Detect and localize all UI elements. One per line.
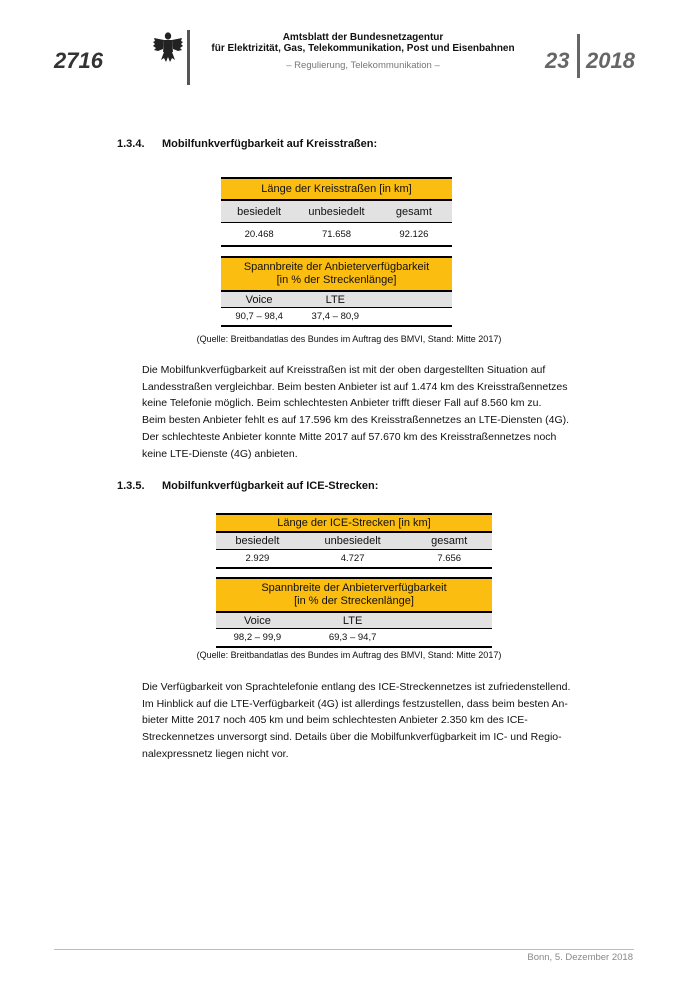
paragraph-line: Die Verfügbarkeit von Sprachtelefonie entlang des ICE-Streckennetzes ist zufriedenstellend. [142, 681, 571, 693]
table-cell: 71.658 [297, 223, 376, 247]
table-cell: 4.727 [299, 550, 407, 569]
table-title: Länge der ICE-Strecken [in km] [216, 514, 492, 532]
column-header: unbesiedelt [297, 200, 376, 223]
table-cell: 98,2 – 99,9 [216, 629, 299, 648]
table-title-line: Spannbreite der Anbieterverfügbarkeit [243, 261, 430, 273]
issue-number: 23 [545, 48, 570, 73]
footer-place-date: Bonn, 5. Dezember 2018 [527, 952, 633, 963]
availability-table-kreisstrassen [221, 256, 452, 327]
empty-cell [406, 629, 492, 648]
header-title-line1: Amtsblatt der Bundesnetzagentur [282, 32, 444, 43]
column-header: LTE [299, 612, 407, 629]
paragraph-line: keine Telefonie möglich. Beim schlechtesten Anbieter trifft dieser Fall auf 8.560 km zu. [142, 397, 542, 410]
column-header: besiedelt [221, 200, 297, 223]
paragraph-line: Im Hinblick auf die LTE-Verfügbarkeit (4G) ist allerdings festzustellen, dass beim besten An- [142, 697, 568, 710]
page-number: 2716 [54, 48, 103, 73]
federal-eagle-icon [152, 30, 184, 64]
paragraph-line: Beim besten Anbieter fehlt es auf 17.596 km des Kreisstraßennetzes an LTE-Diensten (4G). [142, 414, 570, 427]
table-cell: 7.656 [406, 550, 492, 569]
length-table-kreisstrassen [221, 177, 452, 247]
section-number: 1.3.4. [117, 138, 145, 150]
paragraph-line: Streckennetzes unversorgt sind. Details über die Mobilfunkverfügbarkeit im IC- und Regio- [142, 731, 562, 744]
section-title: Mobilfunkverfügbarkeit auf Kreisstraßen: [162, 138, 378, 150]
table-cell: 20.468 [221, 223, 297, 247]
column-header: LTE [297, 291, 373, 308]
table-title [221, 257, 452, 291]
table-cell: 37,4 – 80,9 [297, 308, 373, 327]
section-number: 1.3.5. [117, 480, 145, 492]
paragraph-line: bieter Mitte 2017 noch 405 km und beim schlechtesten Anbieter 2.350 km des ICE- [142, 714, 528, 727]
table-cell: 2.929 [216, 550, 299, 569]
section-title: Mobilfunkverfügbarkeit auf ICE-Strecken: [162, 480, 379, 492]
paragraph-line: Der schlechteste Anbieter konnte Mitte 2017 auf 57.670 km des Kreisstraßennetzes noch [142, 430, 557, 443]
paragraph-line: keine LTE-Dienste (4G) anbieten. [142, 447, 298, 460]
header-subtitle: – Regulierung, Telekommunikation – [286, 60, 440, 71]
column-header: Voice [221, 291, 297, 308]
table-cell: 69,3 – 94,7 [299, 629, 407, 648]
column-header: Voice [216, 612, 299, 629]
table-cell: 90,7 – 98,4 [221, 308, 297, 327]
header-title-line2: für Elektrizität, Gas, Telekommunikation, Post und Eisenbahnen [211, 43, 515, 54]
availability-table-ice [216, 577, 492, 648]
issue-year: 2018 [586, 48, 635, 73]
table-title-line: [in % der Streckenlänge] [276, 274, 397, 286]
table-title-line: [in % der Streckenlänge] [294, 595, 414, 607]
table-title: Länge der Kreisstraßen [in km] [221, 178, 452, 200]
header-divider-left [187, 30, 190, 85]
header-divider-right [577, 34, 580, 78]
table-title [216, 578, 492, 612]
column-header: gesamt [376, 200, 452, 223]
table-cell: 92.126 [376, 223, 452, 247]
paragraph-line: nalexpressnetz liegen nicht vor. [142, 747, 289, 760]
footer-divider [54, 949, 634, 950]
source-note: (Quelle: Breitbandatlas des Bundes im Auftrag des BMVI, Stand: Mitte 2017) [196, 650, 502, 660]
column-header: gesamt [406, 532, 492, 550]
body-paragraph [142, 679, 580, 763]
paragraph-line: Landesstraßen vergleichbar. Beim besten Anbieter ist auf 1.474 km des Kreisstraßennetzes [142, 380, 568, 393]
source-note: (Quelle: Breitbandatlas des Bundes im Auftrag des BMVI, Stand: Mitte 2017) [196, 334, 502, 344]
length-table-ice [216, 513, 492, 569]
table-title-line: Spannbreite der Anbieterverfügbarkeit [261, 582, 447, 594]
empty-cell [373, 308, 452, 327]
empty-header-cell [373, 291, 452, 308]
paragraph-line: Die Mobilfunkverfügbarkeit auf Kreisstraßen ist mit der oben dargestellten Situation auf [142, 364, 546, 376]
column-header: besiedelt [216, 532, 299, 550]
empty-header-cell [406, 612, 492, 629]
body-paragraph [142, 362, 580, 462]
column-header: unbesiedelt [299, 532, 407, 550]
